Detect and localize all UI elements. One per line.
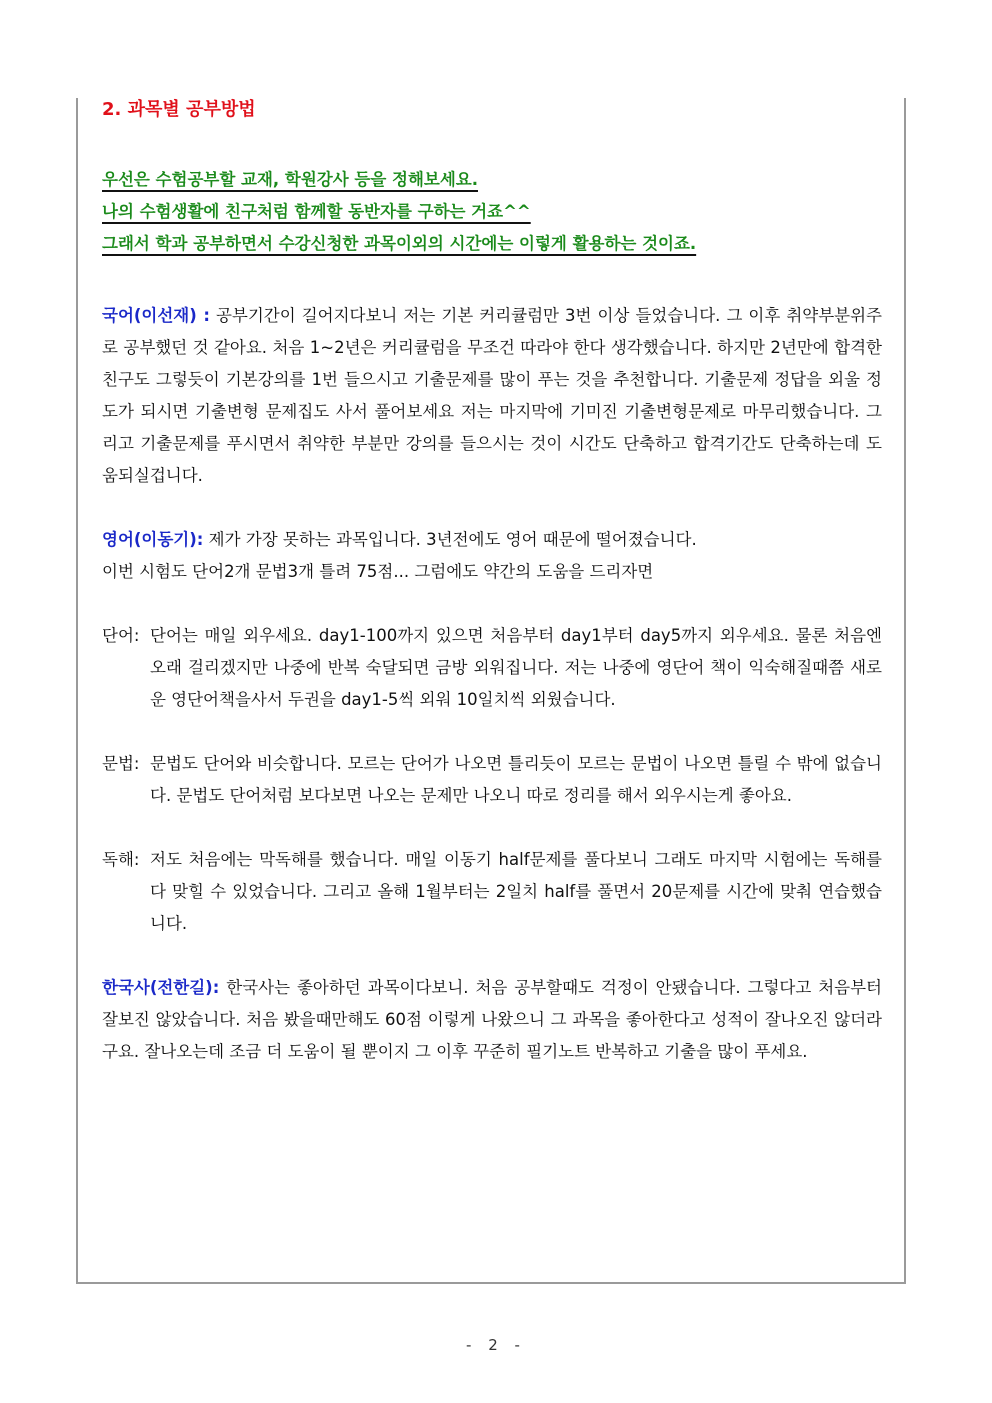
item-text: 문법도 단어와 비슷합니다. 모르는 단어가 나오면 틀리듯이 모르는 문법이 나오면 틀릴 수 밖에 없습니다. 문법도 단어처럼 보다보면 나오는 문제만 나오니 따로 정리를 해서 외우시는게 좋아요. xyxy=(150,754,882,805)
english-label: 영어(이동기): xyxy=(102,530,204,549)
korean-paragraph xyxy=(102,300,882,492)
english-section xyxy=(102,524,882,588)
korean-label: 국어(이선재) : xyxy=(102,306,210,325)
english-item-reading xyxy=(102,844,882,940)
section-title: 2. 과목별 공부방법 xyxy=(102,99,256,120)
history-text: 한국사는 좋아하던 과목이다보니. 처음 공부할때도 걱정이 안됐습니다. 그렇다고 처음부터 잘보진 않았습니다. 처음 봤을때만해도 60점 이렇게 나왔으니 그 과목을 좋아한다고 성적이 잘나오진 않더라구요. 잘나오는데 조금 더 도움이 될 뿐이지 그 이후 꾸준히 필기노트 반복하고 기출을 많이 푸세요. xyxy=(102,978,882,1061)
intro-line: 우선은 수험공부할 교재, 학원강사 등을 정해보세요. xyxy=(102,170,478,189)
item-label: 문법: xyxy=(102,754,140,773)
intro-line: 나의 수험생활에 친구처럼 함께할 동반자를 구하는 거죠^^ xyxy=(102,202,531,221)
history-paragraph xyxy=(102,972,882,1068)
korean-section xyxy=(102,300,882,492)
item-label: 독해: xyxy=(102,850,140,869)
history-label: 한국사(전한길): xyxy=(102,978,220,997)
english-text-line1: 제가 가장 못하는 과목입니다. 3년전에도 영어 때문에 떨어졌습니다. xyxy=(203,530,697,549)
korean-text: 공부기간이 길어지다보니 저는 기본 커리큘럼만 3번 이상 들었습니다. 그 이후 취약부분위주로 공부했던 것 같아요. 처음 1~2년은 커리큘럼을 무조건 따라야 한다 생각했습니다. 하지만 2년만에 합격한 친구도 그렇듯이 기본강의를 1번 들으시고 기출문제를 많이 푸는 것을 추천합니다. 기출문제 정답을 외울 정도가 되시면 기출변형 문제집도 사서 풀어보세요 저는 마지막에 기미진 기출변형문제로 마무리했습니다. 그리고 기출문제를 푸시면서 취약한 부분만 강의를 들으시는 것이 시간도 단축하고 합격기간도 단축하는데 도움되실겁니다. xyxy=(102,306,882,485)
document-body xyxy=(102,96,882,1100)
history-section xyxy=(102,972,882,1068)
item-text: 단어는 매일 외우세요. day1-100까지 있으면 처음부터 day1부터 day5까지 외우세요. 물론 처음엔 오래 걸리겠지만 나중에 반복 숙달되면 금방 외워집니다. 저는 나중에 영단어 책이 익숙해질때쯤 새로운 영단어책을사서 두권을 day1-5씩 외워 10일치씩 외웠습니다. xyxy=(150,626,882,709)
english-text-line2: 이번 시험도 단어2개 문법3개 틀려 75점... 그럼에도 약간의 도움을 드리자면 xyxy=(102,562,654,581)
intro-block xyxy=(102,164,882,260)
page-number: - 2 - xyxy=(466,1336,526,1354)
item-text: 저도 처음에는 막독해를 했습니다. 매일 이동기 half문제를 풀다보니 그래도 마지막 시험에는 독해를 다 맞힐 수 있었습니다. 그리고 올해 1월부터는 2일치 half를 풀면서 20문제를 시간에 맞춰 연습했습니다. xyxy=(150,850,882,933)
item-label: 단어: xyxy=(102,626,140,645)
intro-line: 그래서 학과 공부하면서 수강신청한 과목이외의 시간에는 이렇게 활용하는 것이죠. xyxy=(102,234,697,253)
english-item-vocab xyxy=(102,620,882,716)
english-paragraph xyxy=(102,524,882,588)
english-item-grammar xyxy=(102,748,882,812)
